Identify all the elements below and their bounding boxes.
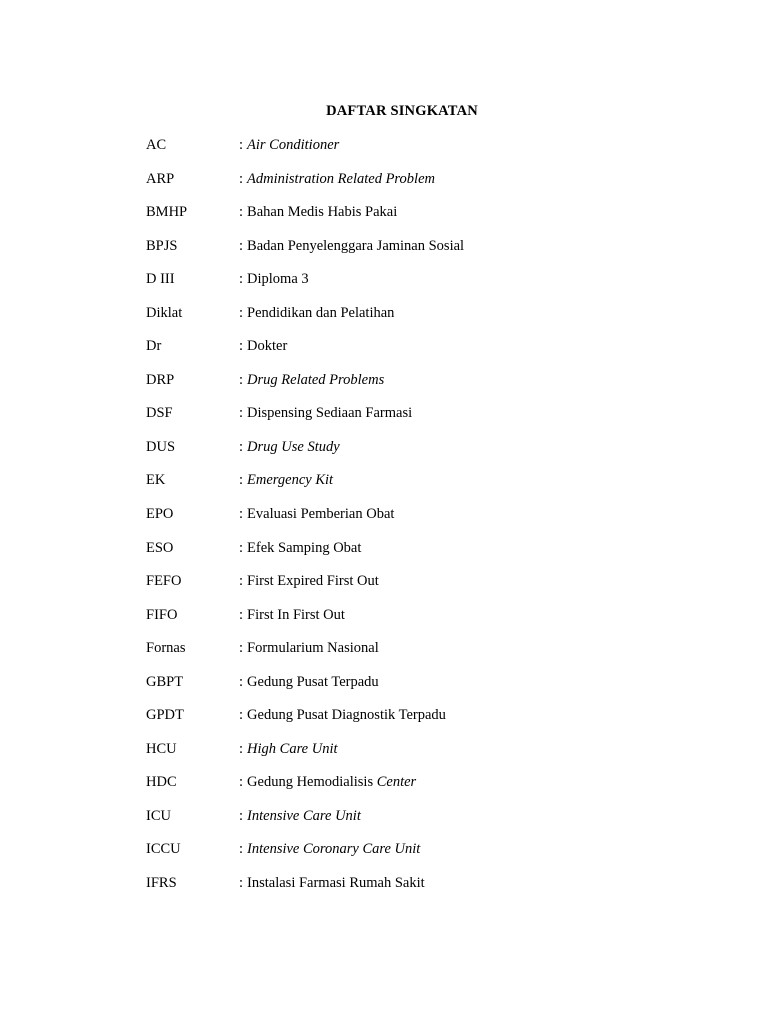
abbreviation-separator: : (239, 137, 244, 153)
abbreviation-row (146, 540, 706, 574)
abbreviation-separator: : (239, 640, 244, 657)
abbreviation-row (146, 204, 706, 238)
abbreviation-separator: : (239, 472, 244, 489)
abbreviation-row (146, 841, 706, 875)
abbreviation-definition (247, 405, 412, 422)
abbreviation-row (146, 741, 706, 775)
abbreviation-term: GBPT (146, 673, 184, 690)
definition-text: Gedung Hemodialisis (247, 774, 377, 791)
abbreviation-definition (247, 338, 287, 355)
abbreviation-separator: : (239, 438, 244, 455)
abbreviation-definition (247, 741, 338, 758)
page-title: DAFTAR SINGKATAN (326, 103, 478, 119)
abbreviation-separator: : (239, 405, 244, 422)
abbreviation-separator: : (239, 740, 244, 757)
abbreviation-definition (247, 607, 345, 624)
abbreviation-term: IFRS (146, 875, 177, 892)
abbreviation-separator: : (239, 673, 244, 690)
definition-text: Badan Penyelenggara Jaminan Sosial (247, 237, 465, 254)
abbreviation-row (146, 607, 706, 641)
abbreviation-row (146, 573, 706, 607)
abbreviation-row (146, 506, 706, 540)
abbreviation-definition (247, 808, 361, 825)
definition-text: Instalasi Farmasi Rumah Sakit (247, 875, 425, 892)
abbreviation-term: ESO (146, 539, 174, 556)
abbreviation-separator: : (239, 774, 244, 791)
abbreviation-separator: : (239, 875, 244, 892)
abbreviation-term: EK (146, 472, 166, 489)
abbreviation-row (146, 640, 706, 674)
abbreviation-definition (247, 439, 340, 456)
definition-text: Drug Use Study (247, 438, 340, 455)
definition-text: Drug Related Problems (247, 371, 385, 388)
abbreviation-definition (247, 875, 425, 892)
abbreviation-separator: : (239, 606, 244, 623)
abbreviation-separator: : (239, 841, 244, 858)
abbreviation-separator: : (239, 506, 244, 523)
abbreviation-separator: : (239, 237, 244, 254)
abbreviation-term: ICU (146, 807, 171, 824)
abbreviation-separator: : (239, 271, 244, 288)
definition-text: Gedung Pusat Terpadu (247, 673, 379, 690)
abbreviation-definition (247, 674, 379, 691)
abbreviation-list (146, 137, 706, 909)
abbreviation-definition (247, 171, 435, 188)
abbreviation-term: DUS (146, 438, 176, 455)
abbreviation-definition (247, 774, 416, 791)
abbreviation-separator: : (239, 338, 244, 355)
definition-text: Bahan Medis Habis Pakai (247, 204, 398, 221)
abbreviation-term: DRP (146, 371, 175, 388)
abbreviation-definition (247, 372, 384, 389)
definition-text: Evaluasi Pemberian Obat (247, 506, 395, 523)
abbreviation-definition (247, 305, 394, 322)
definition-text: Pendidikan dan Pelatihan (247, 304, 395, 321)
abbreviation-row (146, 238, 706, 272)
abbreviation-row (146, 372, 706, 406)
definition-text: Center (376, 774, 417, 791)
abbreviation-term: DSF (146, 405, 173, 422)
abbreviation-term: EPO (146, 506, 174, 523)
abbreviation-definition (247, 841, 420, 858)
abbreviation-separator: : (239, 707, 244, 724)
abbreviation-term: BPJS (146, 237, 178, 254)
abbreviation-definition (247, 540, 361, 557)
abbreviation-row (146, 271, 706, 305)
abbreviation-row (146, 439, 706, 473)
abbreviation-term: AC (146, 137, 167, 153)
abbreviation-term: Fornas (146, 640, 186, 657)
definition-text: Gedung Pusat Diagnostik Terpadu (247, 707, 446, 724)
abbreviation-term: ARP (146, 170, 175, 187)
abbreviation-term: FIFO (146, 606, 178, 623)
abbreviation-definition (247, 238, 464, 255)
abbreviation-term: FEFO (146, 573, 182, 590)
abbreviation-term: HDC (146, 774, 177, 791)
abbreviation-definition (247, 707, 446, 724)
abbreviation-term: GPDT (146, 707, 184, 724)
definition-text: High Care Unit (247, 740, 338, 757)
abbreviation-separator: : (239, 371, 244, 388)
abbreviation-definition (247, 506, 394, 523)
abbreviation-separator: : (239, 204, 244, 221)
abbreviation-row (146, 674, 706, 708)
definition-text: Air Conditioner (247, 137, 340, 153)
definition-text: Intensive Care Unit (247, 807, 361, 824)
abbreviation-definition (247, 204, 397, 221)
definition-text: Dispensing Sediaan Farmasi (247, 405, 413, 422)
definition-text: Emergency Kit (247, 472, 334, 489)
definition-text: First Expired First Out (247, 573, 379, 590)
definition-text: Diploma 3 (247, 271, 309, 288)
abbreviation-separator: : (239, 304, 244, 321)
abbreviation-definition (247, 137, 339, 154)
abbreviation-row (146, 707, 706, 741)
abbreviation-row (146, 338, 706, 372)
definition-text: Intensive Coronary Care Unit (247, 841, 421, 858)
abbreviation-row (146, 875, 706, 909)
definition-text: Administration Related Problem (247, 170, 435, 187)
abbreviation-definition (247, 640, 379, 657)
abbreviation-separator: : (239, 573, 244, 590)
abbreviation-row (146, 405, 706, 439)
definition-text: First In First Out (247, 606, 345, 623)
abbreviation-term: Diklat (146, 304, 183, 321)
abbreviation-row (146, 137, 706, 171)
abbreviation-definition (247, 271, 309, 288)
abbreviation-term: Dr (146, 338, 162, 355)
abbreviation-term: D III (146, 271, 175, 288)
definition-text: Formularium Nasional (247, 640, 379, 657)
abbreviation-row (146, 171, 706, 205)
abbreviation-definition (247, 472, 333, 489)
abbreviation-row (146, 808, 706, 842)
definition-text: Dokter (247, 338, 288, 355)
abbreviation-row (146, 305, 706, 339)
abbreviation-separator: : (239, 170, 244, 187)
abbreviation-separator: : (239, 807, 244, 824)
abbreviation-term: HCU (146, 740, 177, 757)
abbreviation-separator: : (239, 539, 244, 556)
abbreviation-term: BMHP (146, 204, 188, 221)
abbreviation-row (146, 472, 706, 506)
definition-text: Efek Samping Obat (247, 539, 362, 556)
abbreviation-definition (247, 573, 379, 590)
abbreviation-term: ICCU (146, 841, 181, 858)
abbreviation-row (146, 774, 706, 808)
